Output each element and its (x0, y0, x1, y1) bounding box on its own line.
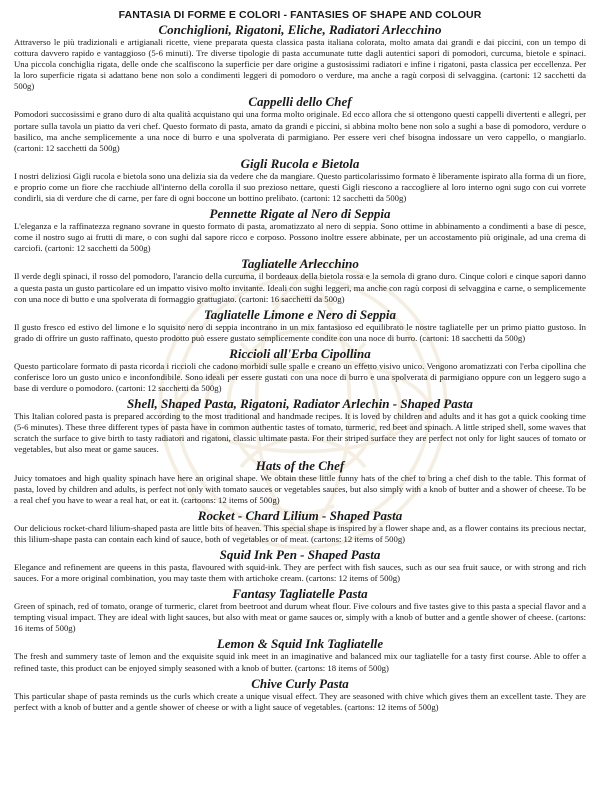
section-description: Juicy tomatoes and high quality spinach have here an original shape. We obtain these little funny hats of the chef to bring a chef dish to the table. This format of pasta, loved by children and adults, is perfect not only with tomato sauces or vegetables sauces, but also simply with a knob of butter and a shower of cheese. To be a real chef you have to wear a real hat, or eat it. (cartoons: 12 items of 500g) (14, 472, 586, 505)
section-title: Gigli Rucola e Bietola (240, 155, 360, 171)
section-title: Lemon & Squid Ink Tagliatelle (216, 636, 384, 652)
section-fantasy-tagliatelle (14, 586, 586, 634)
section-description: Pomodori succosissimi e grano duro di alta qualità acquistano qui una forma molto originale. Ed ecco allora che si ottengono questi cappelli divertenti e allegri, per portare sulla tavola un piatto da veri chef. Questo formato di pasta, amato da grandi e piccini, si abbina molto bene non solo a sughi a base di pomodoro, verdure o basilico, ma anche semplicemente a una noce di burro e una spolverata di parmigiano. Per essere veri chef bisogna indossare un vero cappello, o mangiarlo. (cartoni: 12 sacchetti da 500g) (14, 109, 586, 153)
section-description: Il verde degli spinaci, il rosso del pomodoro, l'arancio della curcuma, il bordeaux della bietola rossa e la semola di grano duro. Cinque colori e cinque sapori danno a questa pasta un gusto particolare ed un impatto visivo molto invitante. Ideali con sughi leggeri, ma anche con ragù corposi di selvaggina e carne, o semplicemente con una noce di butto e una spolverata di formaggio grattugiato. (cartoni: 16 sacchetti da 500g) (14, 271, 586, 304)
section-title: Hats of the Chef (255, 457, 345, 473)
section-pennette (14, 206, 586, 254)
menu-page (14, 6, 586, 715)
section-title: Chive Curly Pasta (251, 675, 349, 691)
section-title: Rocket - Chard Lilium - Shaped Pasta (197, 507, 403, 523)
section-lemon-squid (14, 636, 586, 673)
section-description: Il gusto fresco ed estivo del limone e lo squisito nero di seppia incontrano in un mix fantasioso ed equilibrato le nostre tagliatelle per un primo piatto gustoso. In grado di offrire un gusto raffinato, questo prodotto può essere gustato semplicemente condite con una noce di burro. (cartoni: 18 sacchetti da 500g) (14, 321, 586, 343)
section-description: This Italian colored pasta is prepared according to the most traditional and handmade recipes. It is loved by children and adults and it has got a quick cooking time (5-6 minutes). These three different types of pasta have in common authentic tastes of tomato, turmeric, red beet and spinach. A little striped shell, some waves that scratch the surface to give birth to tasty radiatori and rigatoni, classic ultimate pasta. For their striped surface they are perfect not only for light sauces of tomato or vegetables, but also meat or game sauces. (14, 411, 586, 455)
section-hats (14, 458, 586, 506)
section-tagliatelle-limone (14, 307, 586, 344)
section-cappelli (14, 94, 586, 153)
section-shell (14, 396, 586, 455)
section-description: Questo particolare formato di pasta ricorda i riccioli che cadono morbidi sulle spalle e creano un effetto visivo unico. Vengono aromatizzati con l'erba cipollina che conferisce loro un gusto unico e inconfondibile. Sono ideali per essere gustati con una noce di burro e una spolverata di parmigiano oppure con un leggero sugo a base di verdure o pomodoro. (cartoni: 12 sacchetti da 500g) (14, 360, 586, 394)
page-title: FANTASIA DI FORME E COLORI - FANTASIES OF SHAPE AND COLOUR (118, 9, 482, 21)
section-title: Tagliatelle Limone e Nero di Seppia (204, 306, 396, 322)
section-tagliatelle-arlecchino (14, 256, 586, 304)
section-description: I nostri deliziosi Gigli rucola e bietola sono una delizia sia da vedere che da mangiare. Questo particolarissimo formato è liberamente ispirato alla forma di un fiore, e proprio come un fiore che racchiude all'interno della corolla il suo prezioso nettare, questi Gigli riescono a raccogliere al loro interno ogni sugo con cui vorrete condirli, sia di verdure che di carne, per fare di ogni boccone un bottino prelibato. (cartoni: 12 sacchetti da 500g) (14, 170, 586, 204)
section-chive (14, 676, 586, 713)
section-description: Our delicious rocket-chard lilium-shaped pasta are little bits of heaven. This special shape is inspired by a flower shape and, as a flower contains its precious nectar, this lilium-shape pasta can contain each kind of sauce, both of vegetables or of meat. (cartons: 12 items of 500g) (14, 522, 586, 544)
section-title: Pennette Rigate al Nero di Seppia (209, 206, 391, 222)
section-rocket (14, 508, 586, 545)
section-description: Elegance and refinement are queens in this pasta, flavoured with squid-ink. They are perfect with fish sauces, such as our sea fruit sauce, or with strong and rich sauces. For a more original combination, you may taste them with artichoke cream. (cartons: 12 items of 500g) (14, 562, 586, 584)
section-title: Conchiglioni, Rigatoni, Eliche, Radiatori Arlecchino (158, 22, 442, 37)
section-conchiglioni (14, 22, 586, 92)
section-description: This particular shape of pasta reminds us the curls which create a unique visual effect. They are seasoned with chive which gives them an excellent taste. They are perfect with a knob of butter and a gentle shower of cheese or with a light sauce of vegetables. (cartons: 12 items of 500g) (14, 690, 586, 712)
section-title: Shell, Shaped Pasta, Rigatoni, Radiator Arlechin - Shaped Pasta (127, 396, 473, 412)
section-description: L'eleganza e la raffinatezza regnano sovrane in questo formato di pasta, aromatizzato al nero di seppia. Sono ottime in abbinamento a condimenti a base di pesce, come il nostro sugo ai frutti di mare, o con sughi dal sapore ricco e corposo. Possono inoltre essere abbinate, per un accostamento più originale, ad una crema di carciofi. (cartoni: 12 sacchetti da 500g) (14, 221, 586, 254)
section-title: Riccioli all'Erba Cipollina (229, 345, 371, 361)
section-squid-pen (14, 547, 586, 584)
section-description: Attraverso le più tradizionali e artigianali ricette, viene preparata questa classica pasta italiana colorata, molto amata dai grandi e dai piccini, con un tempo di cottura davvero rapido e vantaggioso (5-6 minuti). Tre diverse tipologie di pasta accumunate tutte dagli autentici sapori di pomodori, curcuma, bietole e spinaci. Una piccola conchiglia rigata, delle onde che scalfiscono la superficie per dare origine a gustosissimi radiatori e infine i rigatoni, pasta classica per eccellenza. Per la loro superficie rigata si adattano bene non solo a condimenti leggeri di pomodoro o verdure, ma anche a ragù corposi di selvaggina. (cartoni: 12 sacchetti da 500g) (14, 37, 586, 92)
section-gigli (14, 156, 586, 204)
section-description: The fresh and summery taste of lemon and the exquisite squid ink meet in an imaginative and balanced mix our tagliatelle for a tasty first course. Able to offer a refined taste, this product can be enjoyed simply seasoned with a knob of butter. (cartons: 18 items of 500g) (14, 651, 586, 673)
section-title: Fantasy Tagliatelle Pasta (232, 586, 368, 602)
section-title: Squid Ink Pen - Shaped Pasta (219, 547, 381, 562)
section-title: Tagliatelle Arlecchino (241, 256, 359, 272)
section-description: Green of spinach, red of tomato, orange of turmeric, claret from beetroot and durum wheat flour. Five colours and five tastes give to this pasta a special flavor and a tempting visual impact. They are ideal with light sauces, but also with meat or game sauces or, simply with a knob of butter and a gentle shower of cheese. (cartons: 16 items of 500g) (14, 601, 586, 634)
section-title: Cappelli dello Chef (248, 94, 352, 110)
section-riccioli (14, 346, 586, 394)
